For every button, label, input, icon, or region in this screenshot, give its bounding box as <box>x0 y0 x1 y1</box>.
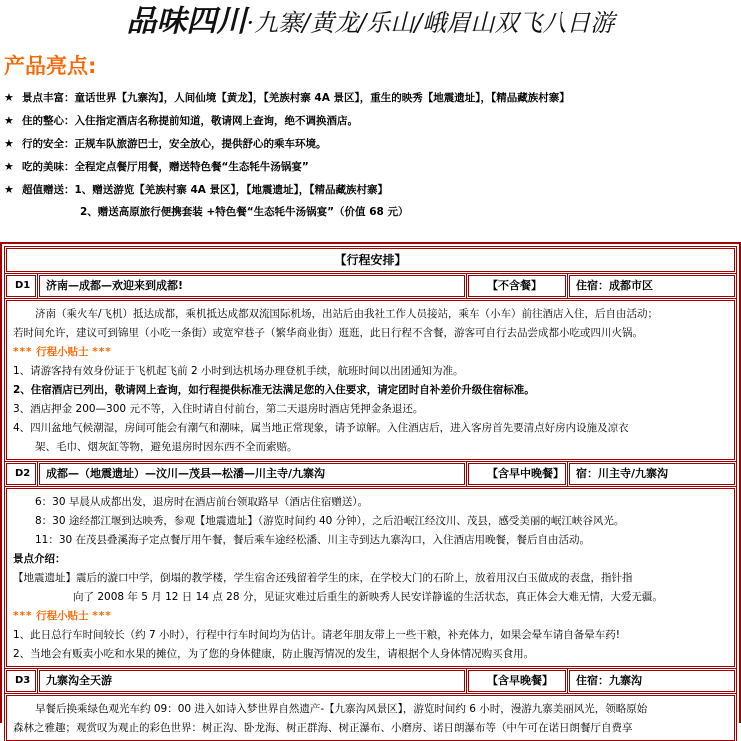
day-paragraph: 早餐后换乘绿色观光车约 09：00 进入如诗入梦世界自然遗产-【九寨沟风景区】，游览时间约 6 小时，漫游九寨美丽风光，领略原始 <box>35 703 648 715</box>
tip-item: 1、此日总行车时间较长（约 7 小时），行程中行车时间均为估计。请老年朋友带上一些干粮，补充体力，如果会晕车请自备晕车药! <box>13 629 620 641</box>
day-route: 九寨沟全天游 <box>39 670 465 692</box>
day-details <box>6 695 735 741</box>
intro-text: 向了 2008 年 5 月 12 日 14 点 28 分，见证灾难过后重生的新映秀人民安详静谧的生活状态，真正体会大难无情，大爱无疆。 <box>73 591 663 603</box>
itinerary-table <box>0 242 741 734</box>
day-header-row <box>6 670 735 692</box>
tip-item: 2、住宿酒店已列出，敬请网上查询，如行程提供标准无法满足您的入住要求，请定团时自补差价升级住宿标准。 <box>13 384 535 396</box>
day-number: D1 <box>6 275 36 297</box>
star-icon: ★ <box>4 183 14 196</box>
highlight-item: ★ 行的安全：正规车队旅游巴士，安全放心，提供舒心的乘车环境。 <box>4 132 734 155</box>
tip-item: 1、请游客持有效身份证于飞机起飞前 2 小时到达机场办理登机手续，航班时间以出团通知为准。 <box>13 365 464 377</box>
day-paragraph: 6：30 早晨从成都出发，退房时在酒店前台领取路早（酒店住宿赠送）。 <box>35 496 369 508</box>
day-number: D2 <box>6 463 36 485</box>
day-header-row <box>6 463 735 485</box>
highlight-sub-item: 2、赠送高原旅行便携套装 +特色餐“生态牦牛汤锅宴”（价值 68 元） <box>80 206 409 218</box>
intro-heading: 景点介绍： <box>13 553 66 565</box>
itinerary-heading: 【行程安排】 <box>6 248 735 272</box>
day-header-row <box>6 275 735 297</box>
star-icon: ★ <box>4 114 14 127</box>
day-paragraph: 若时间允许，建议可到锦里（小吃一条街）或宽窄巷子（繁华商业街）逛逛，此日行程不含餐，游客可自行去品尝成都小吃或四川火锅。 <box>13 327 643 339</box>
day-route: 济南—成都—欢迎来到成都! <box>39 275 465 297</box>
star-icon: ★ <box>4 160 14 173</box>
day-details <box>6 488 735 667</box>
day-meals: 【含早中晚餐】 <box>468 463 566 485</box>
day-paragraph: 8：30 途经都江堰到达映秀，参观【地震遗址】（游览时间约 40 分钟），之后沿岷江经汶川、茂县，感受美丽的岷江峡谷风光。 <box>35 515 625 527</box>
day-number: D3 <box>6 670 36 692</box>
highlights-heading: 产品亮点: <box>4 54 97 78</box>
tip-item: 3、酒店押金 200—300 元不等，入住时请自付前台，第二天退房时酒店凭押金条退还。 <box>13 403 424 415</box>
tip-item: 4、四川盆地气候潮湿，房间可能会有潮气和潮味，属当地正常现象，请予谅解。入住酒店后，进入客房首先要清点好房内设施及凉衣 <box>13 422 629 434</box>
highlights-list <box>4 86 734 224</box>
tip-item: 架、毛巾、烟灰缸等物，避免退房时因东西不全而索赔。 <box>35 441 298 453</box>
day-paragraph: 济南（乘火车/飞机）抵达成都，乘机抵达成都双流国际机场，出站后由我社工作人员接站，乘车（小车）前往酒店入住，后自由活动； <box>35 308 659 320</box>
highlight-item: ★ 超值赠送：1、赠送游览【羌族村寨 4A 景区】，【地震遗址】，【精品藏族村寨】 <box>4 178 734 201</box>
day-meals: 【不含餐】 <box>468 275 566 297</box>
day-meals: 【含早晚餐】 <box>468 670 566 692</box>
star-icon: ★ <box>4 91 14 104</box>
title-rest: ·九寨/黄龙/乐山/峨眉山双飞八日游 <box>246 9 615 37</box>
day-accommodation: 宿：川主寺/九寨沟 <box>569 463 735 485</box>
highlight-item: ★ 吃的美味：全程定点餐厅用餐，赠送特色餐“生态牦牛汤锅宴” <box>4 155 734 178</box>
star-icon: ★ <box>4 137 14 150</box>
page-title <box>0 2 741 42</box>
day-route: 成都—（地震遗址）—汶川—茂县—松潘—川主寺/九寨沟 <box>39 463 465 485</box>
tip-item: 2、当地会有贩卖小吃和水果的摊位，为了您的身体健康，防止腹泻情况的发生，请根据个人身体情况购买食用。 <box>13 648 535 660</box>
day-paragraph: 森林之雅趣；观赏叹为观止的彩色世界：树正沟、卧龙海、树正群海、树正瀑布、小磨房、诺日朗瀑布等（中午可在诺日朗餐厅自费享 <box>13 722 633 734</box>
highlight-item: ★ 住的整心：入住指定酒店名称提前知道，敬请网上查询，绝不调换酒店。 <box>4 109 734 132</box>
tips-heading: *** 行程小贴士 *** <box>13 346 112 358</box>
intro-text: 【地震遗址】震后的漩口中学，倒塌的教学楼，学生宿舍还残留着学生的床，在学校大门的石阶上，放着用汉白玉做成的表盘，指针指 <box>13 572 633 584</box>
highlight-item: ★ 景点丰富：童话世界【九寨沟】，人间仙境【黄龙】，【羌族村寨 4A 景区】，重生的映秀【地震遗址】，【精品藏族村寨】 <box>4 86 734 109</box>
title-main: 品味四川 <box>126 4 247 39</box>
day-details <box>6 300 735 460</box>
tips-heading: *** 行程小贴士 *** <box>13 610 112 622</box>
day-accommodation: 住宿：九寨沟 <box>569 670 735 692</box>
day-paragraph: 11：30 在茂县叠溪海子定点餐厅用午餐，餐后乘车途经松潘、川主寺到达九寨沟口，入住酒店用晚餐，餐后自由活动。 <box>35 534 591 546</box>
day-accommodation: 住宿：成都市区 <box>569 275 735 297</box>
